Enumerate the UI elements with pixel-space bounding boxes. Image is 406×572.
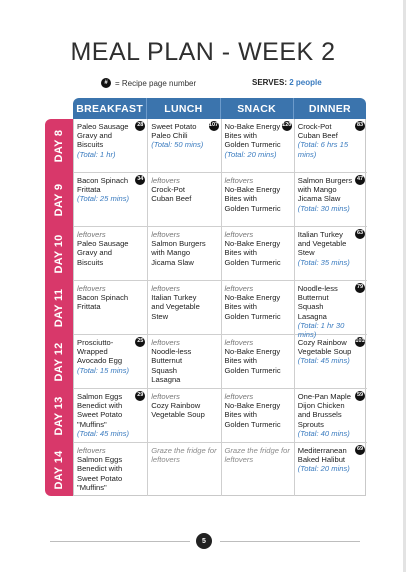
recipe-name: No-Bake Energy Bites with Golden Turmeric: [224, 347, 281, 375]
header-breakfast: BREAKFAST: [76, 102, 144, 115]
recipe-name: Bacon Spinach Frittata: [77, 293, 129, 312]
meal-cell: [74, 335, 147, 388]
recipe-page-badge: 34: [135, 175, 145, 185]
meal-cell: [147, 443, 220, 496]
day-label-text: DAY 9: [53, 183, 65, 217]
day-row: [74, 389, 367, 443]
graze-note: Graze the fridge for leftovers: [224, 446, 290, 465]
meal-cell: [147, 227, 220, 280]
day-row: [74, 335, 367, 389]
leftovers-tag: leftovers: [151, 284, 180, 293]
total-time: (Total: 6 hrs 15 mins): [297, 140, 349, 159]
day-label-text: DAY 8: [53, 129, 65, 163]
serves-info: [252, 78, 322, 87]
leftovers-tag: leftovers: [224, 284, 254, 293]
recipe-page-badge: 69: [355, 445, 365, 455]
meal-cell: [147, 119, 220, 172]
recipe-name: No-Bake Energy Bites with Golden Turmeric: [224, 239, 281, 267]
meal-cell: [221, 389, 294, 442]
meal-cell: [294, 227, 367, 280]
recipe-name: Italian Turkey and Vegetable Stew: [297, 230, 347, 258]
page-title: MEAL PLAN - WEEK 2: [70, 38, 336, 66]
meal-cell: [221, 227, 294, 280]
recipe-name: Cozy Rainbow Vegetable Soup: [151, 401, 205, 420]
recipe-name: No-Bake Energy Bites with Golden Turmeric: [224, 185, 281, 213]
total-time: (Total: 50 mins): [151, 140, 204, 150]
leftovers-tag: leftovers: [77, 284, 106, 293]
recipe-name: Cozy Rainbow Vegetable Soup: [297, 338, 352, 357]
recipe-name: No-Bake Energy Bites with Golden Turmeric: [224, 293, 281, 321]
meal-cell: [74, 227, 147, 280]
leftovers-tag: leftovers: [77, 230, 106, 239]
recipe-name: Crock-Pot Cuban Beef: [297, 122, 338, 141]
day-row: [74, 227, 367, 281]
recipe-page-badge: 47: [355, 175, 365, 185]
recipe-name: Sweet Potato Paleo Chili: [151, 122, 197, 141]
leftovers-tag: leftovers: [151, 338, 180, 347]
recipe-page-badge: 29: [135, 391, 145, 401]
total-time: (Total: 1 hr): [77, 149, 116, 159]
meal-cell: [294, 173, 367, 226]
day-label-text: DAY 10: [53, 234, 65, 274]
total-time: (Total: 35 mins): [297, 257, 350, 267]
recipe-page-badge: 28: [135, 121, 145, 131]
graze-note: Graze the fridge for leftovers: [151, 446, 217, 465]
leftovers-tag: leftovers: [224, 338, 254, 347]
day-label-text: DAY 14: [53, 449, 65, 490]
leftovers-tag: leftovers: [77, 446, 106, 455]
recipe-name: Noodle-less Butternut Squash Lasagna: [297, 284, 338, 321]
meal-cell: [221, 443, 294, 496]
meal-cell: [74, 281, 147, 334]
total-time: (Total: 40 mins): [297, 428, 350, 438]
legend-text: = Recipe page number: [115, 78, 197, 88]
header-row: [73, 98, 366, 119]
day-label-text: DAY 11: [53, 288, 65, 328]
recipe-name: Paleo Sausage Gravy and Biscuits: [77, 122, 129, 150]
day-label-text: DAY 13: [53, 396, 65, 436]
day-label: [45, 389, 73, 443]
recipe-name: No-Bake Energy Bites with Golden Turmeric: [224, 122, 281, 150]
recipe-name: Prosciutto-Wrapped Avocado Egg: [77, 338, 123, 366]
total-time: (Total: 30 mins): [297, 203, 350, 213]
total-time: (Total: 20 mins): [224, 149, 277, 159]
header-snack: SNACK: [220, 98, 293, 119]
recipe-page-badge: 101: [355, 337, 365, 347]
day-label: [45, 281, 73, 335]
day-label: [45, 227, 73, 281]
recipe-page-badge: 83: [355, 121, 365, 131]
recipe-name: Salmon Eggs Benedict with Sweet Potato "Muffins": [77, 455, 123, 492]
legend: [101, 78, 196, 88]
total-time: (Total: 15 mins): [77, 365, 130, 375]
meal-cell: [294, 335, 367, 388]
page-number: 5: [196, 533, 212, 549]
leftovers-tag: leftovers: [224, 230, 254, 239]
meal-cell: [221, 281, 294, 334]
recipe-page-badge: 120: [282, 121, 292, 131]
recipe-name: Noodle-less Butternut Squash Lasagna: [151, 347, 192, 384]
recipe-page-badge: 25: [135, 337, 145, 347]
leftovers-tag: leftovers: [224, 392, 254, 401]
meal-cell: [147, 173, 220, 226]
recipe-name: Bacon Spinach Frittata: [77, 176, 129, 195]
total-time: (Total: 1 hr 30 mins): [297, 320, 345, 340]
total-time: (Total: 45 mins): [77, 428, 130, 438]
day-label: [45, 443, 73, 496]
header-lunch: LUNCH: [146, 98, 219, 119]
serves-value: 2 people: [289, 78, 322, 87]
day-label: [45, 173, 73, 227]
meal-cell: [74, 119, 147, 172]
meal-cell: [74, 389, 147, 442]
leftovers-tag: leftovers: [151, 392, 180, 401]
meal-cell: [147, 389, 220, 442]
recipe-name: Italian Turkey and Vegetable Stew: [151, 293, 200, 321]
meal-cell: [147, 281, 220, 334]
serves-label: SERVES:: [252, 78, 287, 87]
day-row: [74, 119, 367, 173]
meal-cell: [294, 389, 367, 442]
grid-body: [73, 119, 366, 496]
meal-cell: [221, 173, 294, 226]
meal-cell: [221, 335, 294, 388]
meal-cell: [147, 335, 220, 388]
recipe-page-badge: 59: [355, 391, 365, 401]
recipe-page-badge: 107: [209, 121, 219, 131]
footer-divider-right: [220, 541, 360, 542]
day-row: [74, 443, 367, 496]
recipe-page-badge: 79: [355, 283, 365, 293]
day-label: [45, 335, 73, 389]
recipe-name: Salmon Eggs Benedict with Sweet Potato "Muffins": [77, 392, 123, 429]
recipe-name: Mediterranean Baked Halibut: [297, 446, 347, 465]
recipe-page-badge: 63: [355, 229, 365, 239]
day-column: [45, 119, 73, 496]
leftovers-tag: leftovers: [151, 230, 180, 239]
header-dinner: DINNER: [293, 98, 366, 119]
meal-cell: [74, 443, 147, 496]
recipe-badge-icon: #: [101, 78, 111, 88]
day-row: [74, 173, 367, 227]
total-time: (Total: 25 mins): [77, 194, 130, 204]
recipe-name: Paleo Sausage Gravy and Biscuits: [77, 239, 129, 267]
recipe-name: Salmon Burgers with Mango Jicama Slaw: [151, 239, 206, 267]
meal-cell: [74, 173, 147, 226]
day-row: [74, 281, 367, 340]
meal-cell: [294, 281, 367, 340]
recipe-name: Crock-Pot Cuban Beef: [151, 185, 192, 204]
meal-cell: [294, 119, 367, 172]
recipe-name: One-Pan Maple Dijon Chicken and Brussels Sprouts: [297, 392, 351, 429]
total-time: (Total: 45 mins): [297, 356, 350, 366]
recipe-name: No-Bake Energy Bites with Golden Turmeric: [224, 401, 281, 429]
meal-cell: [294, 443, 367, 496]
meal-cell: [221, 119, 294, 172]
leftovers-tag: leftovers: [224, 176, 254, 185]
recipe-name: Salmon Burgers with Mango Jicama Slaw: [297, 176, 353, 204]
leftovers-tag: leftovers: [151, 176, 180, 185]
day-label: [45, 119, 73, 173]
total-time: (Total: 20 mins): [297, 464, 350, 474]
day-label-text: DAY 12: [53, 342, 65, 382]
footer-divider-left: [50, 541, 190, 542]
